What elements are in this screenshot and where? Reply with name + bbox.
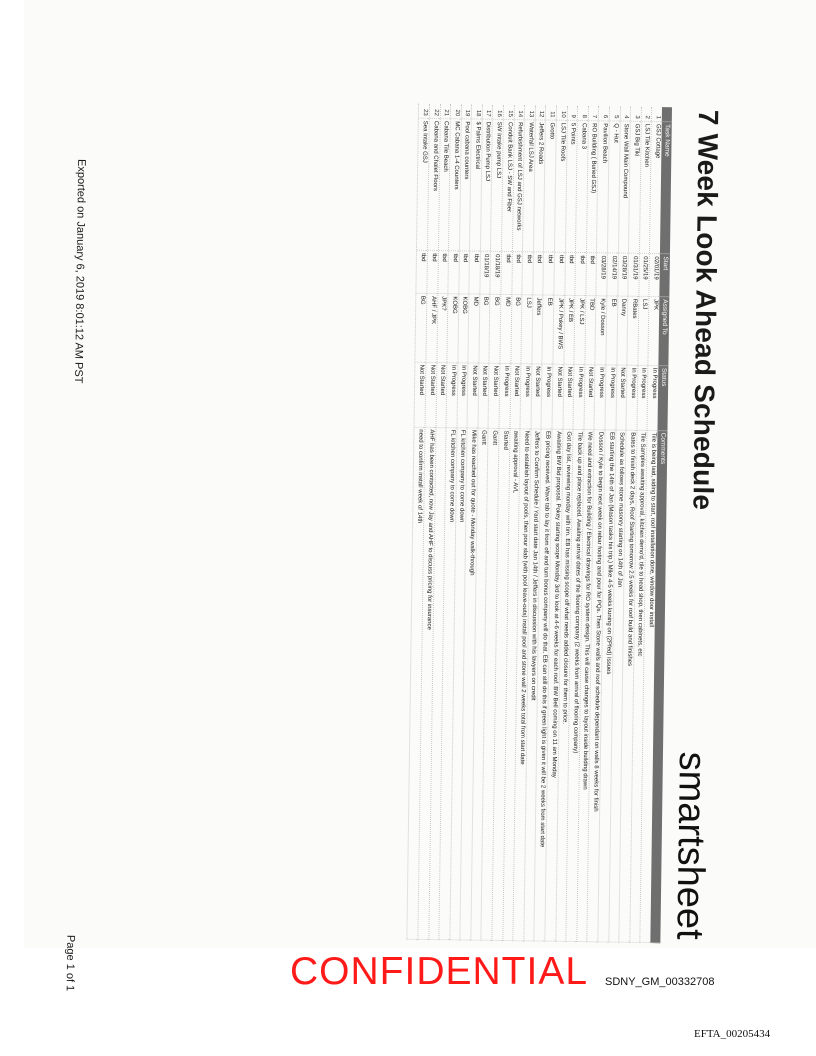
task-name-cell: Cabana Tile Beach (439, 119, 450, 251)
assigned-to-cell: JPK / LSJ (575, 296, 586, 365)
row-number: 2 (642, 107, 652, 122)
comments-cell: Gantt (482, 428, 499, 941)
comments-cell: Mike has reached out for quote - Monday walk-through (461, 428, 478, 941)
status-cell: In Progress (648, 366, 658, 431)
assigned-to-cell: JPK? (437, 294, 448, 363)
task-name-cell: Cabana and Chalet Floors (428, 119, 439, 251)
row-number: 4 (620, 107, 630, 122)
assigned-to-cell: JPK (649, 297, 660, 366)
comments-cell: EB starting the 14th of Jan (Mason tasks his trip,) Mike 4-5 weeks kuning on (2Pfed) Issues (598, 430, 615, 943)
row-number: 9 (567, 106, 577, 121)
row-number: 16 (493, 105, 503, 120)
start-date-cell: tbd (576, 253, 586, 296)
start-date-cell: tbd (417, 251, 427, 294)
assigned-to-cell: LSJ (522, 295, 533, 364)
assigned-to-cell: JPK / EB (564, 296, 575, 365)
assigned-to-cell: Jeffers (532, 295, 543, 364)
status-cell: Not Started (468, 363, 478, 428)
start-date-cell: 02/01/19 (650, 254, 660, 297)
comments-cell: EB pricing received. Wave tab to lay it from off and turn bonus company will do that. EB can still do this if green light is given it will be 2 weeks from start date (535, 429, 552, 942)
start-date-cell: 01/25/19 (639, 254, 649, 297)
document-title: 7 Week Look Ahead Schedule (687, 109, 724, 511)
start-date-cell: tbd (427, 251, 437, 294)
status-cell: Not Started (489, 364, 499, 429)
task-name-cell: Pool cabana counters (460, 119, 471, 251)
status-cell: In Progress (606, 365, 616, 430)
status-cell: In Progress (457, 363, 467, 428)
header-task-name: Task Name (660, 122, 672, 254)
row-number: 7 (589, 106, 599, 121)
header-assigned-to: Assigned To (658, 297, 669, 366)
comments-cell: need to confirm install week of 14th (408, 427, 425, 940)
task-name-cell: MC Cabana 1-4 Counters (449, 119, 460, 251)
start-date-cell: 01/31/19 (629, 254, 639, 297)
task-name-cell: Cabana 3 (576, 121, 587, 253)
row-number: 18 (472, 104, 482, 119)
header-row-number (662, 107, 672, 122)
task-name-cell: $ Palms Electrical (470, 119, 481, 251)
comments-cell: Bates to finish deck 2 days, Roof Starting tomorrow 2.5 weeks for roof build and finishes (620, 430, 637, 943)
comments-cell: Tile back up and place replaced. Awaiting arrival dates of the flooring company (2 weeks from arrival of flooring company) (567, 429, 584, 942)
comments-cell: Gantt (471, 428, 488, 941)
start-date-cell: tbd (512, 252, 522, 295)
comments-cell: Jeffers to Confirm Schedule / Yard start date Jan 14th / Jeffers in discussion with his lawyers on credit (524, 429, 541, 942)
status-cell: In Progress (542, 364, 552, 429)
assigned-to-cell: LSJ (638, 297, 649, 366)
comments-cell: Tile Samples awaiting approval, kitchen demo'd, tile to head shop, then cabinets, etc (630, 430, 647, 943)
task-name-cell: LSJ Tile Kitchen (640, 122, 651, 254)
status-cell: In Progress (627, 365, 637, 430)
assigned-to-cell: Danny (617, 297, 628, 366)
rotated-printout (61, 99, 724, 1038)
row-number: 15 (504, 105, 514, 120)
task-name-cell: Sea Intake GSJ (417, 119, 428, 251)
table-body (407, 104, 662, 943)
row-number: 10 (557, 106, 567, 121)
start-date-cell: tbd (565, 253, 575, 296)
task-name-cell: Grotto (544, 120, 555, 252)
start-date-cell: 03/28/19 (618, 254, 628, 297)
header-status: Status (657, 366, 668, 431)
start-date-cell: tbd (501, 252, 511, 295)
task-name-cell: Q - Hut (608, 121, 619, 253)
confidential-stamp: CONFIDENTIAL (290, 950, 589, 993)
comments-cell: Started (492, 428, 509, 941)
row-number: 20 (451, 104, 461, 119)
comments-cell: FL kitchen company to come down (439, 428, 456, 941)
comments-cell: Got day list, reviewing monday with tim. EB has missing scope off what needs added closure for them to price. (556, 429, 573, 942)
smartsheet-logo: smartsheet (668, 751, 714, 940)
assigned-to-cell: BG (511, 295, 522, 364)
task-name-cell: GSJ Big Tiki (629, 122, 640, 254)
comments-cell: Schedule as follows stone masonry starting on 14th of Jan (609, 430, 626, 943)
schedule-table (407, 104, 672, 943)
assigned-to-cell: BG (490, 295, 501, 364)
status-cell: In Progress (447, 363, 457, 428)
status-cell: Not Started (510, 364, 520, 429)
assigned-to-cell: KOBG (458, 294, 469, 363)
comments-cell: Awaiting BW Bid proposal. Pokey starting scope Monday 3rd to look at 4-6 weeks for each roof. BW Bell coming on 11 am Monday (545, 429, 562, 942)
assigned-to-cell: JPK / Pokey / BWS (553, 296, 564, 365)
task-name-cell: 5 Points (566, 121, 577, 253)
task-name-cell: LSJ Tile Roofs (555, 121, 566, 253)
start-date-cell: 01/18/19 (480, 252, 490, 295)
row-number: 3 (631, 107, 641, 122)
assigned-to-cell: MD (469, 295, 480, 364)
assigned-to-cell: KOBG (448, 294, 459, 363)
start-date-cell: tbd (544, 253, 554, 296)
start-date-cell: tbd (459, 252, 469, 295)
comments-cell: Dosson / Kyle to begin next week on rebar footing and pour for PQs. Then Stone walls and roof schedule dependant on walls 8 weeks for finish (588, 430, 605, 943)
status-cell: Not Started (415, 363, 425, 428)
assigned-to-cell: Kyle / Dosson (596, 296, 607, 365)
status-cell: Not Started (436, 363, 446, 428)
comments-cell: Need to establish layout of pools, then pour slab (with pool leave-outs) install pool and stone wall 2 weeks total from start date (514, 429, 531, 942)
status-cell: Not Started (584, 365, 594, 430)
header-comments: Comments (650, 431, 667, 944)
task-name-cell: GSJ Cottage (650, 122, 661, 254)
status-cell: In Progress (595, 365, 605, 430)
row-number: 14 (514, 105, 524, 120)
assigned-to-cell: MD (501, 295, 512, 364)
comments-cell: AHF has been contacted, now Jay and AHF to discuss pricing for insurance (418, 427, 435, 940)
start-date-cell: tbd (438, 251, 448, 294)
start-date-cell: tbd (448, 251, 458, 294)
assigned-to-cell: TBD (585, 296, 596, 365)
row-number: 13 (525, 105, 535, 120)
comments-cell: FL kitchen company to come down (450, 428, 467, 941)
row-number: 1 (652, 107, 662, 122)
assigned-to-cell: EB (606, 297, 617, 366)
status-cell: In Progress (500, 364, 510, 429)
task-name-cell: RO Building ( Buried GSJ) (587, 121, 598, 253)
assigned-to-cell: AHF / JPK (426, 294, 437, 363)
start-date-cell: tbd (586, 253, 596, 296)
row-number: 23 (419, 104, 429, 119)
bates-number: SDNY_GM_00332708 (605, 976, 715, 988)
start-date-cell: tbd (533, 253, 543, 296)
row-number: 11 (546, 106, 556, 121)
row-number: 17 (483, 105, 493, 120)
start-date-cell: 01/18/19 (491, 252, 501, 295)
comments-cell: awaiting approval - AVL (503, 429, 520, 942)
task-name-cell: Jeffers 2 Roads (534, 120, 545, 252)
task-name-cell: Distribution Pump LSJ (481, 120, 492, 252)
task-name-cell: Stone Wall Main Compound (619, 122, 630, 254)
row-number: 19 (462, 104, 472, 119)
row-number: 8 (578, 106, 588, 121)
task-name-cell: Pavilion Beach (597, 121, 608, 253)
header-start: Start (659, 254, 670, 297)
status-cell: In Progress (521, 364, 531, 429)
status-cell: Not Started (478, 363, 488, 428)
row-number: 5 (610, 106, 620, 121)
task-name-cell: SW Intake pump LSJ (491, 120, 502, 252)
row-number: 12 (536, 105, 546, 120)
assigned-to-cell: BG (479, 295, 490, 364)
start-date-cell: tbd (554, 253, 564, 296)
assigned-to-cell: RBates (628, 297, 639, 366)
status-cell: In Progress (637, 366, 647, 431)
status-cell: Not Started (553, 364, 563, 429)
start-date-cell: 02/14/19 (607, 254, 617, 297)
start-date-cell: tbd (470, 252, 480, 295)
comments-cell: We need and extraction for Building / Electrical drawings for RO system design. This will cause changes to layout inside building drawn (577, 430, 594, 943)
row-number: 22 (430, 104, 440, 119)
efta-number: EFTA_00205434 (694, 1028, 771, 1040)
status-cell: Not Started (563, 365, 573, 430)
start-date-cell: tbd (523, 253, 533, 296)
assigned-to-cell: BG (416, 294, 427, 363)
comments-cell: Tile is being laid, siding to start, roof installation done, window door install (641, 430, 658, 943)
task-name-cell: Waterfall LSJ Area (523, 120, 534, 252)
assigned-to-cell: EB (543, 296, 554, 365)
status-cell: Not Started (531, 364, 541, 429)
row-number: 21 (440, 104, 450, 119)
start-date-cell: 03/28/19 (597, 254, 607, 297)
task-name-cell: Conduit Bank LSJ - SW and Fiber (502, 120, 513, 252)
row-number: 6 (599, 106, 609, 121)
task-name-cell: Refurbishment of LSJ and GSJ networks (513, 120, 524, 252)
status-cell: Not Started (616, 365, 626, 430)
page-number: Page 1 of 1 (63, 934, 77, 992)
status-cell: Not Started (425, 363, 435, 428)
export-timestamp: Exported on January 6, 2019 8:01:12 AM PST (72, 158, 88, 384)
status-cell: In Progress (574, 365, 584, 430)
